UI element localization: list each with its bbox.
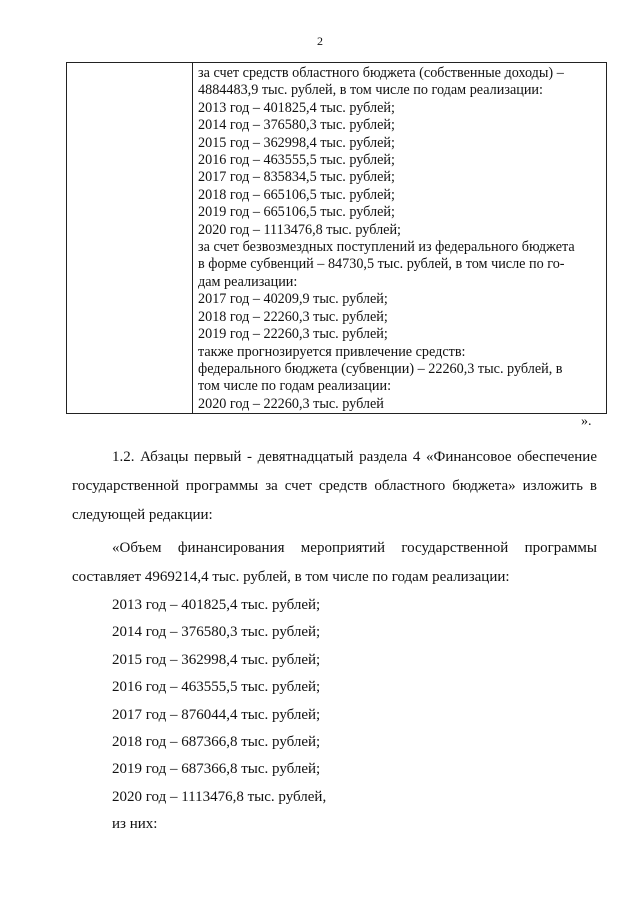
year-line: 2015 год – 362998,4 тыс. рублей; — [112, 651, 321, 668]
year-line: 2016 год – 463555,5 тыс. рублей; — [112, 679, 321, 696]
table-line: 2015 год – 362998,4 тыс. рублей; — [198, 134, 395, 151]
table-line: 2020 год – 22260,3 тыс. рублей — [198, 395, 384, 412]
year-line: 2014 год – 376580,3 тыс. рублей; — [112, 624, 321, 641]
table-column-divider — [192, 63, 193, 413]
table-line: за счет средств областного бюджета (собственные доходы) – — [198, 65, 564, 81]
table-line: 2017 год – 835834,5 тыс. рублей; — [198, 169, 395, 186]
table-line: 2013 год – 401825,4 тыс. рублей; — [198, 99, 395, 116]
table-line: 2018 год – 665106,5 тыс. рублей; — [198, 186, 395, 203]
table-line: дам реализации: — [198, 273, 298, 290]
table-line: 2018 год – 22260,3 тыс. рублей; — [198, 308, 388, 325]
paragraph-financing-volume: «Объем финансирования мероприятий государственной программы составляет 4969214,4 тыс. рублей, в том числе по годам реализации: — [72, 540, 597, 585]
table-line: 2019 год – 22260,3 тыс. рублей; — [198, 326, 388, 343]
table-line: том числе по годам реализации: — [198, 378, 392, 395]
table-line: 4884483,9 тыс. рублей, в том числе по годам реализации: — [198, 82, 543, 99]
table-line: 2019 год – 665106,5 тыс. рублей; — [198, 204, 395, 221]
year-line: 2017 год – 876044,4 тыс. рублей; — [112, 706, 321, 723]
closing-quote: ». — [581, 414, 592, 429]
table-line: федерального бюджета (субвенции) – 22260,3 тыс. рублей, в — [198, 360, 563, 377]
table-line: 2016 год – 463555,5 тыс. рублей; — [198, 152, 395, 169]
table-line: 2017 год – 40209,9 тыс. рублей; — [198, 291, 388, 308]
paragraph-amendment: 1.2. Абзацы первый - девятнадцатый раздела 4 «Финансовое обеспечение государственной программы за счет средств областного бюджета» изложить в следующей редакции: — [72, 449, 597, 523]
table-line: 2014 год – 376580,3 тыс. рублей; — [198, 117, 395, 134]
year-line: из них: — [112, 816, 158, 833]
body-text — [72, 443, 597, 839]
table-line: за счет безвозмездных поступлений из федерального бюджета — [198, 239, 575, 256]
year-line: 2020 год – 1113476,8 тыс. рублей, — [112, 788, 327, 805]
table-cell-content — [198, 65, 602, 413]
year-line: 2019 год – 687366,8 тыс. рублей; — [112, 761, 321, 778]
financing-table — [66, 62, 607, 414]
table-line: 2020 год – 1113476,8 тыс. рублей; — [198, 221, 401, 238]
year-list — [72, 592, 597, 839]
year-line: 2013 год – 401825,4 тыс. рублей; — [112, 597, 321, 613]
year-line: 2018 год – 687366,8 тыс. рублей; — [112, 734, 321, 751]
table-line: также прогнозируется привлечение средств: — [198, 343, 466, 360]
table-line: в форме субвенций – 84730,5 тыс. рублей, в том числе по го- — [198, 256, 565, 273]
page-number: 2 — [317, 34, 323, 48]
